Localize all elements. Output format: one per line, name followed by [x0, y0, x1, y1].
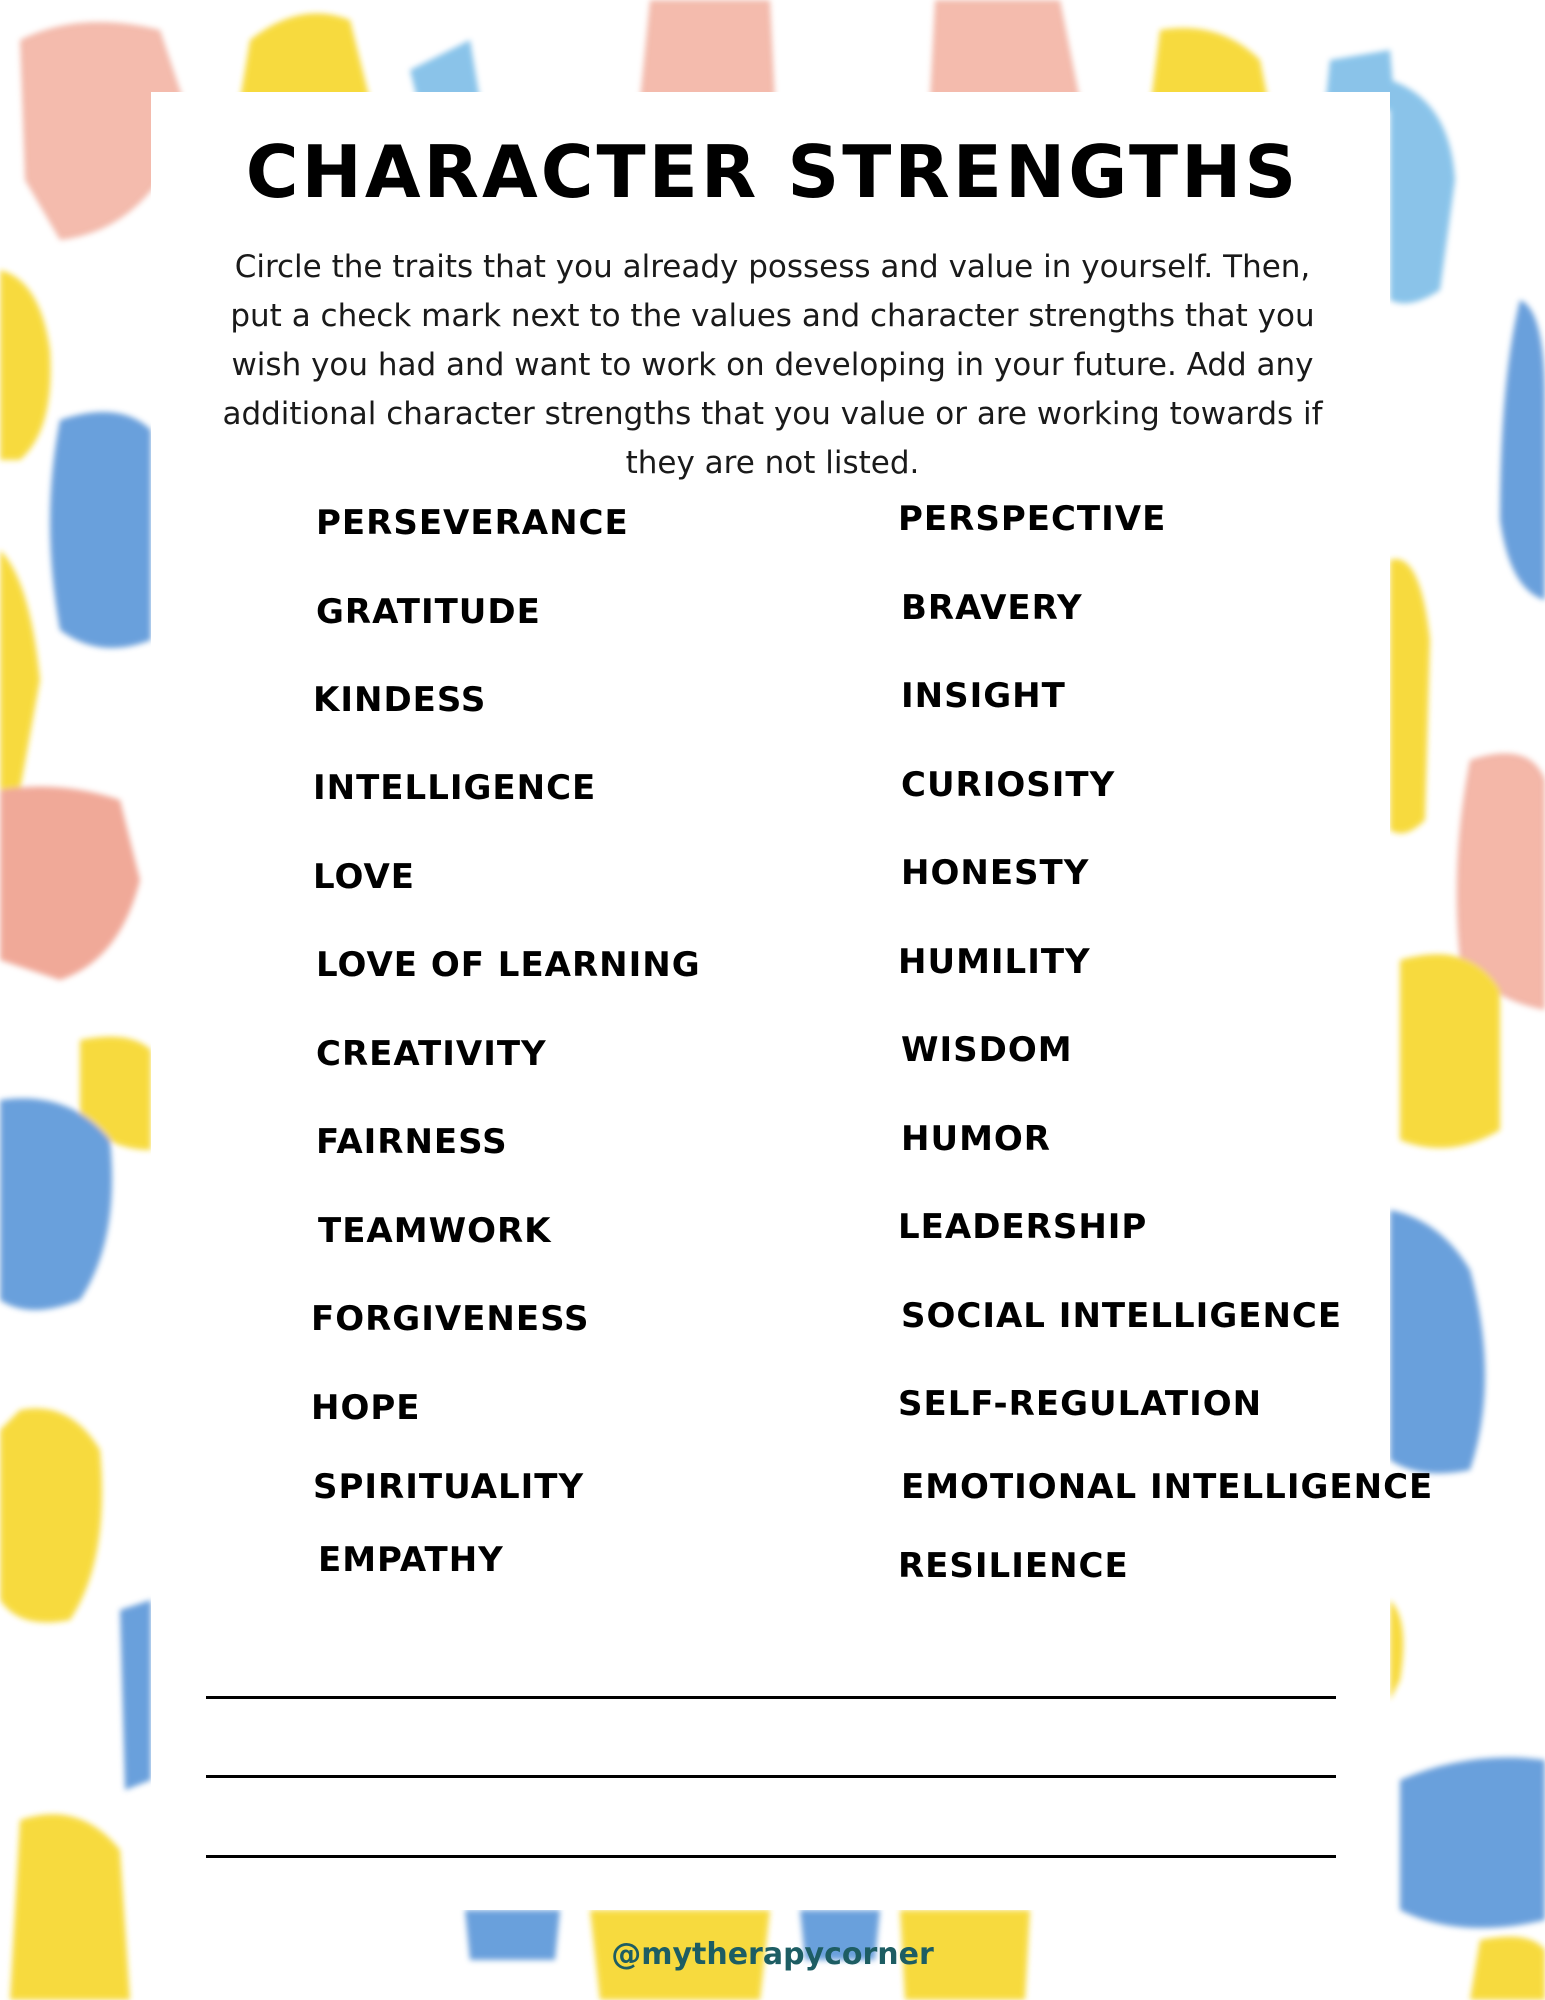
trait-left[interactable]: GRATITUDE — [316, 592, 541, 632]
trait-right[interactable]: SOCIAL INTELLIGENCE — [901, 1296, 1343, 1336]
trait-right[interactable]: CURIOSITY — [901, 765, 1116, 805]
writing-line[interactable] — [206, 1696, 1336, 1699]
trait-right[interactable]: RESILIENCE — [898, 1546, 1129, 1586]
trait-left[interactable]: CREATIVITY — [316, 1034, 547, 1074]
trait-right[interactable]: EMOTIONAL INTELLIGENCE — [901, 1467, 1434, 1507]
trait-right[interactable]: SELF-REGULATION — [898, 1384, 1263, 1424]
trait-right[interactable]: HUMILITY — [898, 942, 1091, 982]
trait-left[interactable]: PERSEVERANCE — [316, 503, 629, 543]
trait-left[interactable]: INTELLIGENCE — [313, 768, 597, 808]
writing-line[interactable] — [206, 1855, 1336, 1858]
trait-left[interactable]: TEAMWORK — [318, 1211, 552, 1251]
trait-right[interactable]: PERSPECTIVE — [898, 499, 1167, 539]
trait-left[interactable]: EMPATHY — [318, 1540, 504, 1580]
trait-left[interactable]: HOPE — [311, 1388, 421, 1428]
writing-line[interactable] — [206, 1775, 1336, 1778]
worksheet-instructions: Circle the traits that you already possess and value in yourself. Then, put a check mark next to the values and character strengths that you wish you had and want to work on developing in your future. Add any additional character strengths that you value or are working towards if they are not listed. — [222, 249, 1323, 481]
trait-right[interactable]: WISDOM — [901, 1030, 1073, 1070]
trait-left[interactable]: FORGIVENESS — [311, 1299, 590, 1339]
trait-left[interactable]: LOVE OF LEARNING — [316, 945, 701, 985]
trait-right[interactable]: HUMOR — [901, 1119, 1051, 1159]
trait-right[interactable]: BRAVERY — [901, 588, 1083, 628]
trait-right[interactable]: LEADERSHIP — [898, 1207, 1148, 1247]
trait-left[interactable]: FAIRNESS — [316, 1122, 508, 1162]
worksheet-title: CHARACTER STRENGTHS — [245, 130, 1300, 214]
trait-right[interactable]: INSIGHT — [901, 676, 1066, 716]
trait-left[interactable]: LOVE — [313, 857, 415, 897]
trait-left[interactable]: SPIRITUALITY — [313, 1467, 585, 1507]
trait-right[interactable]: HONESTY — [901, 853, 1090, 893]
social-handle: @mytherapycorner — [611, 1937, 934, 1972]
trait-left[interactable]: KINDESS — [313, 680, 487, 720]
